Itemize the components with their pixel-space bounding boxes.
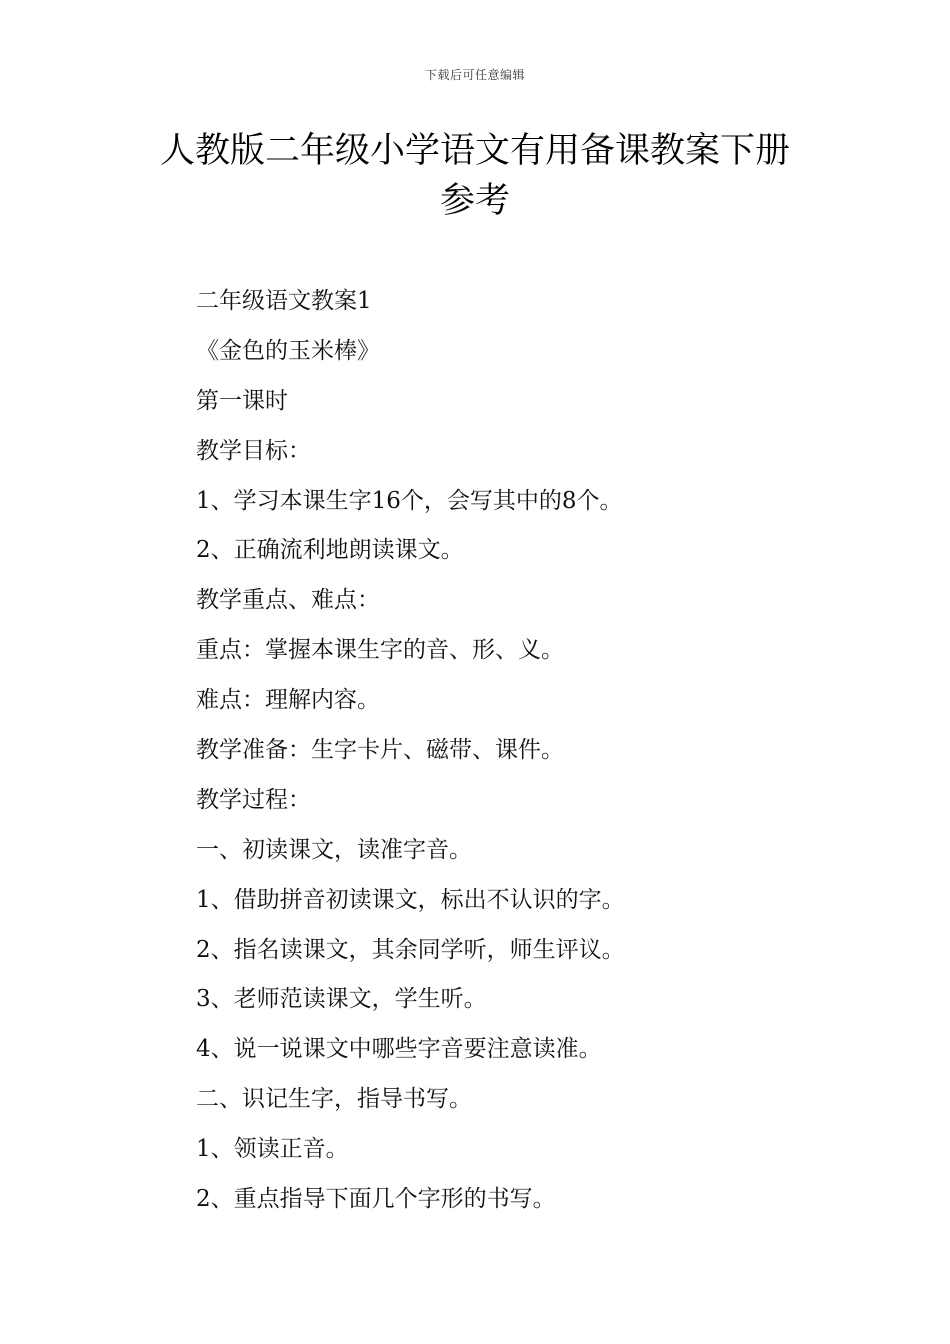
body-line: 2、重点指导下面几个字形的书写。 <box>196 1186 556 1213</box>
body-line: 一、初读课文，读准字音。 <box>196 836 472 863</box>
document-body <box>196 277 836 1225</box>
body-line: 教学准备：生字卡片、磁带、课件。 <box>196 737 564 764</box>
body-line: 4、说一说课文中哪些字音要注意读准。 <box>196 1036 602 1063</box>
body-line: 教学过程： <box>196 786 311 813</box>
body-line: 教学重点、难点： <box>196 587 380 614</box>
body-line: 3、老师范读课文，学生听。 <box>196 986 487 1013</box>
body-line: 《金色的玉米棒》 <box>196 337 380 364</box>
body-line: 1、领读正音。 <box>196 1136 349 1163</box>
body-line: 重点：掌握本课生字的音、形、义。 <box>196 637 564 664</box>
body-line: 1、借助拼音初读课文，标出不认识的字。 <box>196 886 625 913</box>
body-line: 二年级语文教案1 <box>196 288 372 314</box>
document-title: 人教版二年级小学语文有用备课教案下册参考 <box>159 131 790 221</box>
body-line: 第一课时 <box>196 387 288 414</box>
body-line: 2、指名读课文，其余同学听，师生评议。 <box>196 936 625 963</box>
body-line: 教学目标： <box>196 437 311 464</box>
body-line: 难点：理解内容。 <box>196 687 380 714</box>
header-note: 下载后可任意编辑 <box>424 68 525 82</box>
body-line: 1、学习本课生字16个，会写其中的8个。 <box>196 487 623 514</box>
body-line: 2、正确流利地朗读课文。 <box>196 537 464 564</box>
body-line: 二、识记生字，指导书写。 <box>196 1086 472 1113</box>
